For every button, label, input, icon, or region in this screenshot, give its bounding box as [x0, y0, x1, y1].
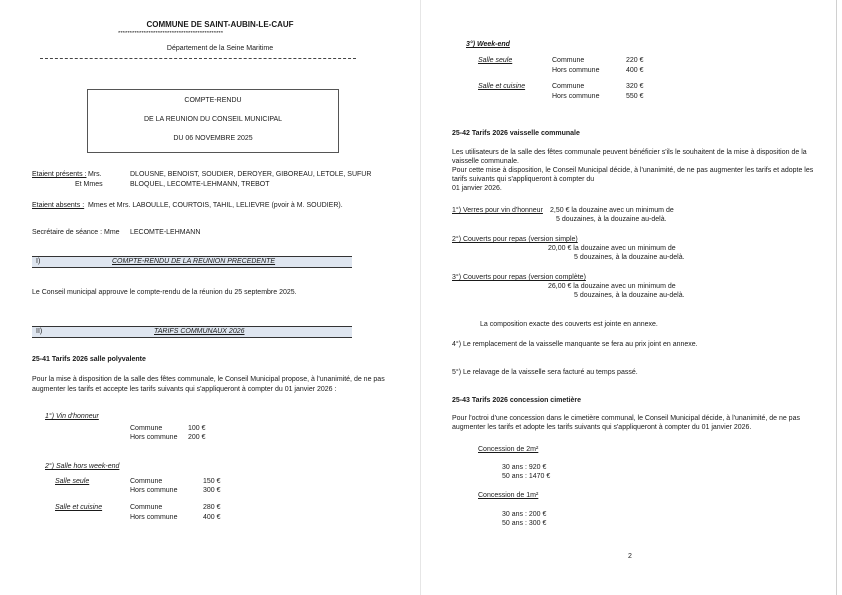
weekend-seule-row-2-price: 400 €: [626, 67, 644, 74]
hors-weekend-seule-row-1-price: 150 €: [203, 478, 221, 485]
concession-p2: augmenter les tarifs et adopte les tarifs suivants qui s'appliqueront à compter du 01 janvier 2026.: [452, 424, 752, 431]
weekend-cuisine-row-1-label: Commune: [552, 83, 585, 90]
hors-weekend-cuisine-row-1-label: Commune: [130, 504, 163, 511]
secretaire-label: Secrétaire de séance : Mme: [32, 229, 120, 236]
section-2-number: II): [36, 328, 43, 335]
vaisselle-p2: vaisselle communale.: [452, 158, 519, 165]
header-dash-line: [40, 58, 356, 59]
vaisselle-p3: Pour cette mise à disposition, le Conseil Municipal décide, à l'unanimité, de ne pas augmenter les tarifs et adopte les: [452, 167, 814, 174]
weekend-cuisine-row-2-label: Hors commune: [552, 93, 600, 100]
section-1-text: Le Conseil municipal approuve le compte-rendu de la réunion du 25 septembre 2025.: [32, 289, 297, 296]
vaisselle-p5: 01 janvier 2026.: [452, 185, 502, 192]
weekend-cuisine-row-1-price: 320 €: [626, 83, 644, 90]
weekend-seule-row-2-label: Hors commune: [552, 67, 600, 74]
concession-title: 25-43 Tarifs 2026 concession cimetière: [452, 397, 582, 404]
section-1-title: COMPTE-RENDU DE LA REUNION PRECEDENTE: [112, 258, 276, 265]
weekend-cuisine-row-2-price: 550 €: [626, 93, 644, 100]
salle-polyvalente-p2: augmenter les tarifs et accepte les tarifs suivants qui s'appliqueront à compter du 01 janvier 2026 :: [32, 386, 337, 393]
hors-weekend-seule-row-2-price: 300 €: [203, 487, 221, 494]
hors-weekend-seule-label: Salle seule: [55, 478, 90, 485]
hors-weekend-cuisine-row-2-label: Hors commune: [130, 514, 178, 521]
salle-polyvalente-p1: Pour la mise à disposition de la salle des fêtes communale, le Conseil Municipal propose, à l'unanimité, de ne pas: [32, 376, 385, 383]
presents-mmes-names: BLOQUEL, LECOMTE-LEHMANN, TREBOT: [130, 181, 270, 188]
couverts-complet-label: 3°) Couverts pour repas (version complète): [452, 274, 586, 281]
title-line-3: DU 06 NOVEMBRE 2025: [173, 135, 253, 142]
salle-polyvalente-title: 25-41 Tarifs 2026 salle polyvalente: [32, 356, 146, 363]
vin-row-2-price: 200 €: [188, 434, 206, 441]
composition-annexe: La composition exacte des couverts est jointe en annexe.: [480, 321, 658, 328]
absents-label: Etaient absents :: [32, 202, 85, 209]
presents-mmes: Et Mmes: [75, 181, 103, 188]
hors-weekend-seule-row-2-label: Hors commune: [130, 487, 178, 494]
relavage-vaisselle: 5°) Le relavage de la vaisselle sera facturé au temps passé.: [452, 369, 638, 376]
weekend-cuisine-label: Salle et cuisine: [478, 83, 526, 90]
couverts-simple-line-2: 5 douzaines, à la douzaine au-delà.: [574, 254, 685, 261]
concession-2m-row-1: 30 ans : 920 €: [502, 464, 547, 471]
weekend-title: 3°) Week-end: [466, 41, 510, 48]
concession-1m-row-2: 50 ans : 300 €: [502, 520, 547, 527]
departement-heading: Département de la Seine Maritime: [166, 45, 274, 52]
concession-p1: Pour l'octroi d'une concession dans le cimetière communal, le Conseil Municipal décide, à l'unanimité, de ne pas: [452, 415, 800, 422]
presents-label: Etaient présents :: [32, 171, 87, 178]
presents-mrs: Mrs.: [88, 171, 102, 178]
couverts-simple-line-1: 20,00 € la douzaine avec un minimum de: [548, 245, 676, 252]
page-number: 2: [628, 553, 632, 560]
vin-row-2-label: Hors commune: [130, 434, 178, 441]
section-2-title: TARIFS COMMUNAUX 2026: [154, 328, 245, 335]
vin-honneur-title: 1°) Vin d'honneur: [45, 413, 99, 420]
couverts-simple-label: 2°) Couverts pour repas (version simple): [452, 236, 578, 243]
vin-row-1-price: 100 €: [188, 425, 206, 432]
page-gutter: [420, 0, 421, 595]
weekend-seule-row-1-label: Commune: [552, 57, 585, 64]
vaisselle-p4: tarifs suivants qui s'appliqueront à compter du: [452, 176, 595, 183]
weekend-seule-label: Salle seule: [478, 57, 513, 64]
couverts-complet-line-2: 5 douzaines, à la douzaine au-delà.: [574, 292, 685, 299]
vin-row-1-label: Commune: [130, 425, 163, 432]
section-1-number: I): [36, 258, 41, 265]
concession-2m-row-2: 50 ans : 1470 €: [502, 473, 551, 480]
verres-line-2: 5 douzaines, à la douzaine au-delà.: [556, 216, 667, 223]
hors-weekend-cuisine-label: Salle et cuisine: [55, 504, 103, 511]
vaisselle-p1: Les utilisateurs de la salle des fêtes communale peuvent bénéficier s'ils le souhaitent de la mise à disposition de la: [452, 149, 807, 156]
verres-line-1: 2,50 € la douzaine avec un minimum de: [550, 207, 674, 214]
verres-label: 1°) Verres pour vin d'honneur: [452, 207, 543, 214]
stars-separator: *********************************************: [118, 31, 224, 37]
commune-heading: COMMUNE DE SAINT-AUBIN-LE-CAUF: [146, 20, 294, 29]
hors-weekend-cuisine-row-1-price: 280 €: [203, 504, 221, 511]
secretaire-name: LECOMTE-LEHMANN: [130, 229, 201, 236]
hors-weekend-cuisine-row-2-price: 400 €: [203, 514, 221, 521]
hors-weekend-title: 2°) Salle hors week-end: [45, 463, 120, 470]
concession-1m-row-1: 30 ans : 200 €: [502, 511, 547, 518]
scan-edge: [836, 0, 837, 595]
remplacement-vaisselle: 4°) Le remplacement de la vaisselle manquante se fera au prix joint en annexe.: [452, 341, 698, 348]
concession-1m-title: Concession de 1m²: [478, 492, 539, 499]
vaisselle-title: 25-42 Tarifs 2026 vaisselle communale: [452, 130, 580, 137]
weekend-seule-row-1-price: 220 €: [626, 57, 644, 64]
concession-2m-title: Concession de 2m²: [478, 446, 539, 453]
couverts-complet-line-1: 26,00 € la douzaine avec un minimum de: [548, 283, 676, 290]
title-line-2: DE LA REUNION DU CONSEIL MUNICIPAL: [143, 116, 283, 123]
absents-text: Mmes et Mrs. LABOULLE, COURTOIS, TAHIL, LELIEVRE (pvoir à M. SOUDIER).: [88, 202, 343, 209]
title-line-1: COMPTE-RENDU: [184, 97, 242, 104]
presents-mrs-names: DLOUSNE, BENOIST, SOUDIER, DEROYER, GIBOREAU, LETOLE, SUFUR: [130, 171, 372, 178]
hors-weekend-seule-row-1-label: Commune: [130, 478, 163, 485]
